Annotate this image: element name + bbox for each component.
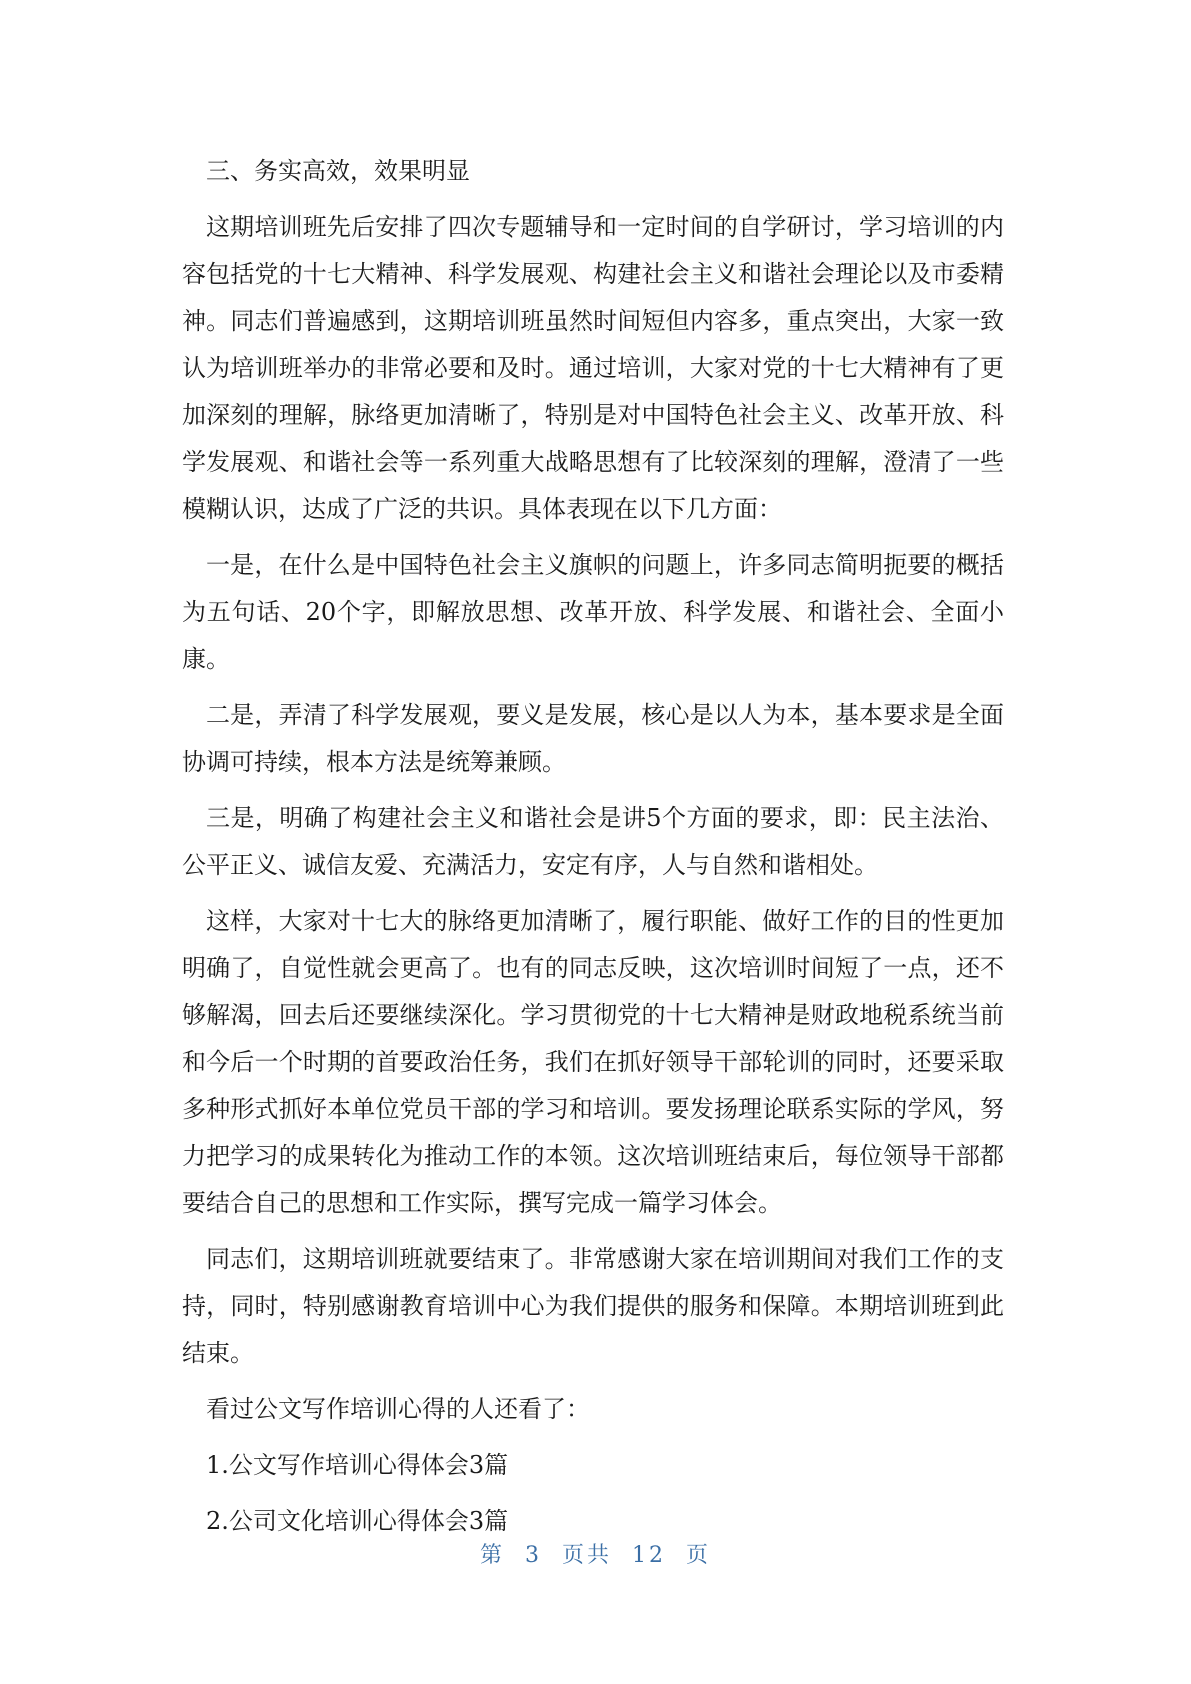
related-link-2[interactable]: 2.公司文化培训心得体会3篇 <box>206 1507 509 1535</box>
paragraph-conclusion: 这样，大家对十七大的脉络更加清晰了，履行职能、做好工作的目的性更加明确了，自觉性就会更高了。也有的同志反映，这次培训时间短了一点，还不够解渴，回去后还要继续深化。学习贯彻党的十七大精神是财政地税系统当前和今后一个时期的首要政治任务，我们在抓好领导干部轮训的同时，还要采取多种形式抓好本单位党员干部的学习和培训。要发扬理论联系实际的学风，努力把学习的成果转化为推动工作的本领。这次培训班结束后，每位领导干部都要结合自己的思想和工作实际，撰写完成一篇学习体会。 <box>182 907 1004 1217</box>
page-footer <box>0 1538 1191 1569</box>
footer-suffix: 页 <box>686 1543 712 1568</box>
paragraph-summary: 这期培训班先后安排了四次专题辅导和一定时间的自学研讨，学习培训的内容包括党的十七大精神、科学发展观、构建社会主义和谐社会理论以及市委精神。同志们普遍感到，这期培训班虽然时间短但内容多，重点突出，大家一致认为培训班举办的非常必要和及时。通过培训，大家对党的十七大精神有了更加深刻的理解，脉络更加清晰了，特别是对中国特色社会主义、改革开放、科学发展观、和谐社会等一系列重大战略思想有了比较深刻的理解，澄清了一些模糊认识，达成了广泛的共识。具体表现在以下几方面： <box>182 213 1004 523</box>
related-link-1[interactable]: 1.公文写作培训心得体会3篇 <box>206 1451 509 1479</box>
footer-total-pages: 12 <box>632 1543 666 1568</box>
footer-middle: 页共 <box>561 1543 612 1568</box>
paragraph-closing: 同志们，这期培训班就要结束了。非常感谢大家在培训期间对我们工作的支持，同时，特别感谢教育培训中心为我们提供的服务和保障。本期培训班到此结束。 <box>182 1245 1004 1367</box>
footer-prefix: 第 <box>479 1543 505 1568</box>
paragraph-point-one: 一是，在什么是中国特色社会主义旗帜的问题上，许多同志简明扼要的概括为五句话、20个字，即解放思想、改革开放、科学发展、和谐社会、全面小康。 <box>182 551 1004 673</box>
footer-page-number: 3 <box>524 1543 542 1568</box>
paragraph-point-three: 三是，明确了构建社会主义和谐社会是讲5个方面的要求，即：民主法治、公平正义、诚信友爱、充满活力，安定有序，人与自然和谐相处。 <box>182 804 1004 879</box>
related-heading: 看过公文写作培训心得的人还看了： <box>206 1395 590 1423</box>
paragraph-point-two: 二是，弄清了科学发展观，要义是发展，核心是以人为本，基本要求是全面协调可持续，根本方法是统筹兼顾。 <box>182 701 1004 776</box>
section-heading: 三、务实高效，效果明显 <box>206 157 470 185</box>
document-body <box>182 148 1004 1554</box>
